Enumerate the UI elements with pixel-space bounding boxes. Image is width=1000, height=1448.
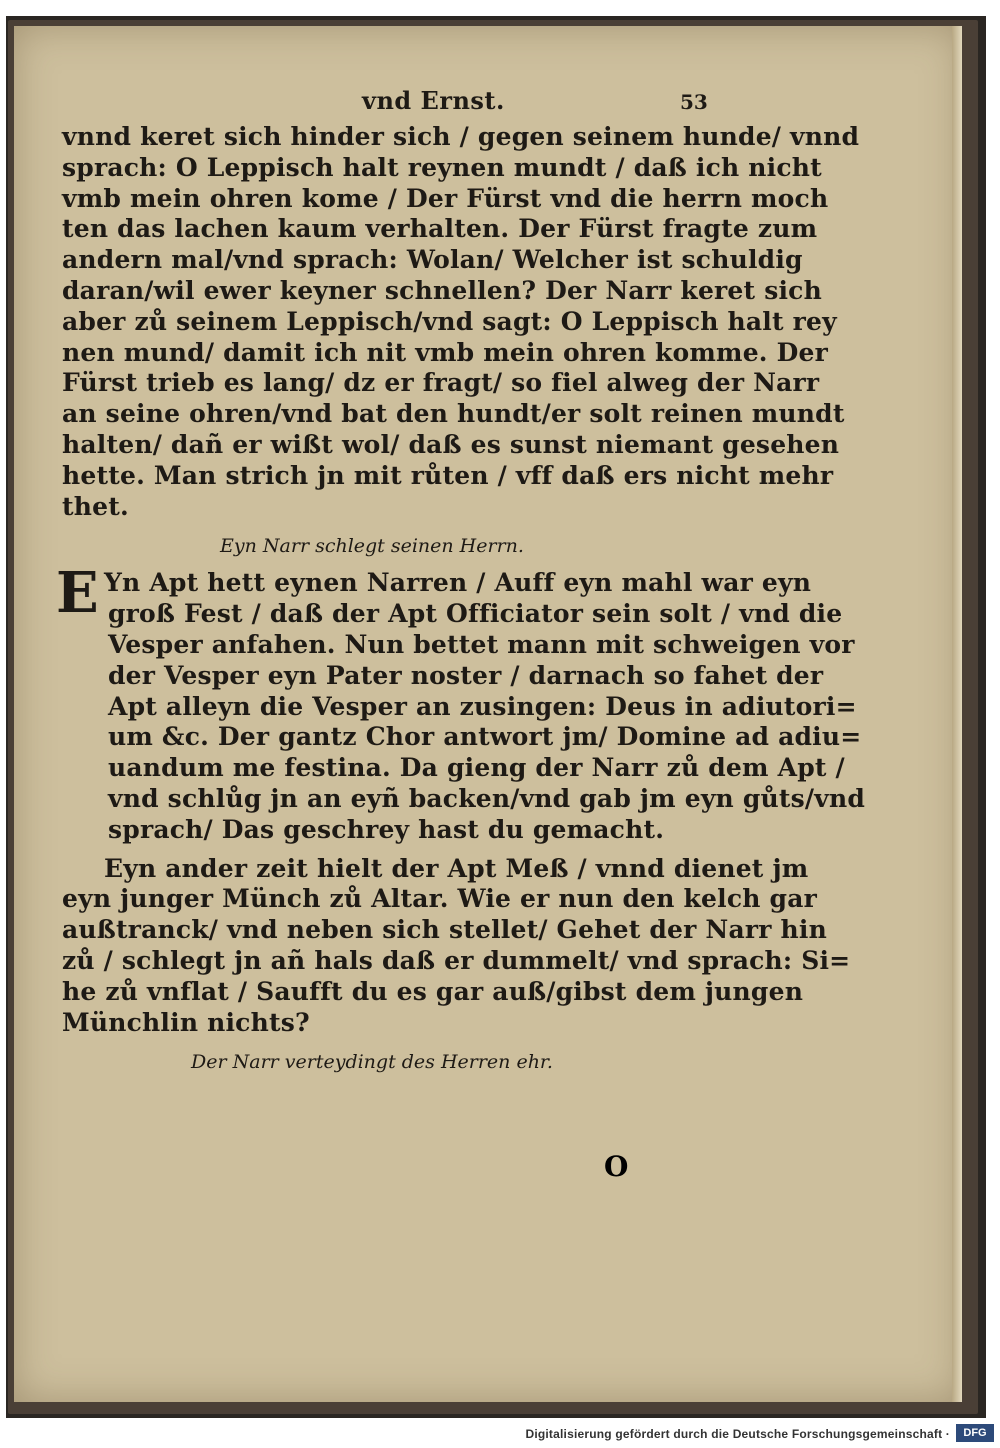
paragraph-1 [62,122,860,522]
text-line: um &c. Der gantz Chor antwort jm/ Domine ad adiu= [108,722,862,752]
page-number: 53 [680,90,708,114]
text-line: aber zů seinem Leppisch/vnd sagt: O Leppisch halt rey [62,306,837,336]
text-block [56,82,866,1084]
running-head: vnd Ernst. [362,86,505,115]
paragraph-2 [56,560,866,845]
text-line: daran/wil ewer keyner schnellen? Der Narr keret sich [62,275,822,305]
text-line: vmb mein ohren kome / Der Fürst vnd die herrn moch [62,183,829,213]
decorated-initial: E [56,560,99,627]
page-header [62,82,762,122]
text-line: groß Fest / daß der Apt Officiator sein solt / vnd die [108,599,843,629]
section-heading-2: Der Narr verteydingt des Herren ehr. [191,1051,553,1074]
text-line: Münchlin nichts? [62,1007,310,1037]
dfg-logo: DFG [956,1424,994,1442]
text-line: der Vesper eyn Pater noster / darnach so fahet der [108,660,824,690]
paragraph-2-body [62,599,866,845]
text-line: Eyn ander zeit hielt der Apt Meß / vnnd dienet jm [104,853,809,883]
text-line: he zů vnflat / Saufft du es gar auß/gibst dem jungen [62,976,804,1006]
section-heading-1: Eyn Narr schlegt seinen Herrn. [220,535,524,558]
text-line: halten/ dañ er wißt wol/ daß es sunst niemant gesehen [62,429,840,459]
spacer [62,846,762,854]
text-line: eyn junger Münch zů Altar. Wie er nun den kelch gar [62,884,817,914]
text-line: nen mund/ damit ich nit vmb mein ohren komme. Der [62,337,828,367]
text-line: sprach: O Leppisch halt reynen mundt / daß ich nicht [62,152,822,182]
paragraph-3 [62,853,851,1039]
text-line: andern mal/vnd sprach: Wolan/ Welcher ist schuldig [62,245,803,275]
text-line: vnd schlůg jn an eyñ backen/vnd gab jm eyn gůts/vnd [108,783,866,813]
footer-credit: Digitalisierung gefördert durch die Deutsche Forschungsgemeinschaft · [525,1427,950,1441]
text-line: vnnd keret sich hinder sich / gegen seinem hunde/ vnnd [62,122,860,151]
book-page [14,26,962,1402]
text-line: an seine ohren/vnd bat den hundt/er solt reinen mundt [62,399,845,429]
text-line: uandum me festina. Da gieng der Narr zů dem Apt / [108,753,845,783]
footer-bar [0,1420,1000,1448]
text-line: zů / schlegt jn añ hals daß er dummelt/ vnd sprach: Si= [62,945,851,975]
text-line: Apt alleyn die Vesper an zusingen: Deus in adiutori= [108,691,857,721]
page-edge [952,26,962,1402]
text-line: hette. Man strich jn mit růten / vff daß ers nicht mehr [62,460,834,490]
text-line: Vesper anfahen. Nun bettet mann mit schweigen vor [108,629,855,659]
text-line: thet. [62,491,129,521]
text-line: ten das lachen kaum verhalten. Der Fürst fragte zum [62,214,818,244]
text-line: Fürst trieb es lang/ dz er fragt/ so fiel alweg der Narr [62,368,820,398]
text-line: außtranck/ vnd neben sich stellet/ Gehet der Narr hin [62,915,827,945]
catchword: O [604,1150,629,1183]
text-line: sprach/ Das geschrey hast du gemacht. [108,814,665,844]
text-line: Yn Apt hett eynen Narren / Auff eyn mahl war eyn [104,568,812,598]
